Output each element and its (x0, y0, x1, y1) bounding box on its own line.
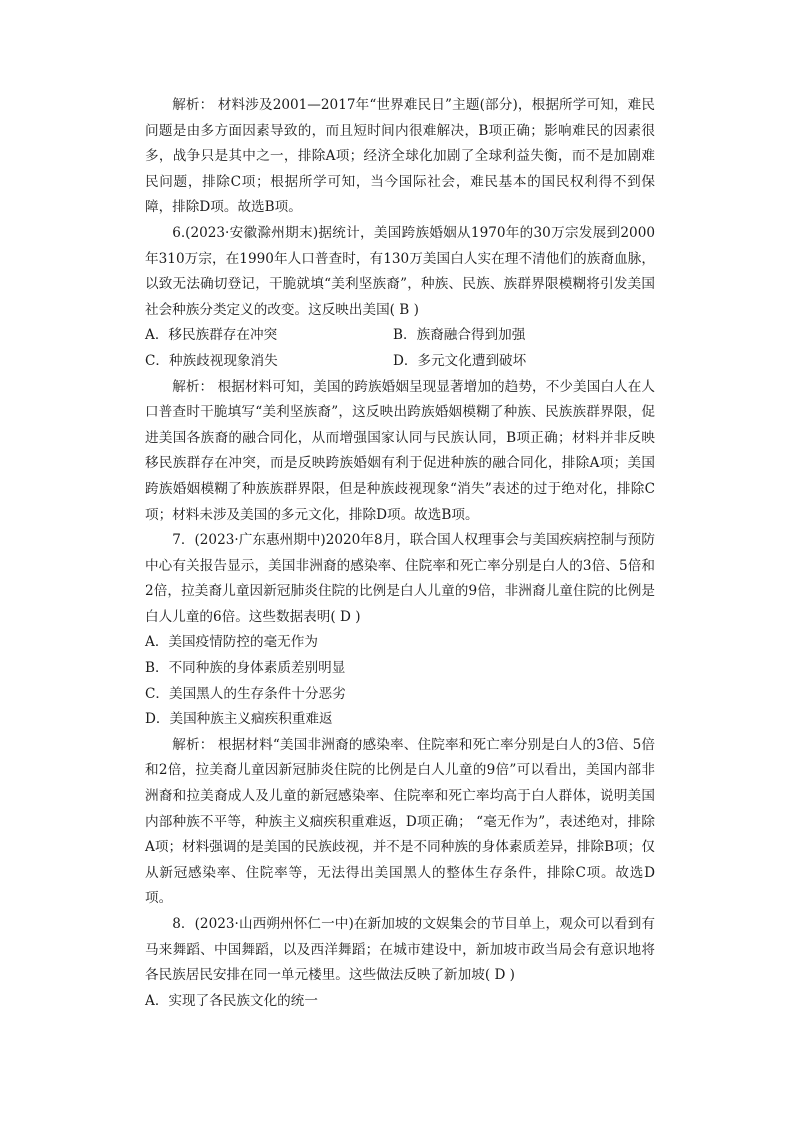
q7-option-c: C．美国黑人的生存条件十分恶劣 (145, 685, 346, 702)
q6-stem: 6.(2023·安徽滁州期末)据统计，美国跨族婚姻从1970年的30万宗发展到2000年310万宗，在1990年人口普查时，有130万美国白人实在理不清他们的族裔血脉，以致无法确切登记，干脆就填“美利坚族裔”，种族、民族、族群界限模糊将引发美国社会种族分类定义的改变。这反映出美国( B ) (145, 224, 655, 318)
q5-analysis: 解析： 材料涉及2001—2017年“世界难民日”主题(部分)，根据所学可知，难民问题是由多方面因素导致的，而且短时间内很难解决，B项正确；影响难民的因素很多，战争只是其中之一，排除A项；经济全球化加剧了全球利益失衡，而不是加剧难民问题，排除C项；根据所学可知，当今国际社会，难民基本的国民权利得不到保障，排除D项。故选B项。 (145, 97, 655, 216)
q6-option-b: B．族裔融合得到加强 (393, 327, 526, 344)
document-page (145, 93, 655, 1014)
q7-option-a: A．美国疫情防控的毫无作为 (145, 634, 318, 651)
q6-option-d: D．多元文化遭到破坏 (393, 352, 527, 369)
q7-option-b: B．不同种族的身体素质差别明显 (145, 660, 346, 677)
q6-option-a: A．移民族群存在冲突 (145, 327, 278, 344)
q6-options-row-1 (145, 323, 655, 349)
q7-analysis: 解析： 根据材料“美国非洲裔的感染率、住院率和死亡率分别是白人的3倍、5倍和2倍，拉美裔儿童因新冠肺炎住院的比例是白人儿童的9倍”可以看出，美国内部非洲裔和拉美裔成人及儿童的新冠感染率、住院率和死亡率均高于白人群体，说明美国内部种族不平等，种族主义痼疾积重难返，D项正确； “毫无作为”，表述绝对，排除A项；材料强调的是美国的民族歧视，并不是不同种族的身体素质差异，排除B项；仅从新冠感染率、住院率等，无法得出美国黑人的整体生存条件，排除C项。故选D项。 (145, 736, 655, 907)
q8-option-a: A．实现了各民族文化的统一 (145, 992, 318, 1009)
q7-stem: 7．(2023·广东惠州期中)2020年8月，联合国人权理事会与美国疾病控制与预防中心有关报告显示，美国非洲裔的感染率、住院率和死亡率分别是白人的3倍、5倍和2倍，拉美裔儿童因新冠肺炎住院的比例是白人儿童的9倍，非洲裔儿童住院的比例是白人儿童的6倍。这些数据表明( D ) (145, 532, 655, 625)
q6-option-c: C．种族歧视现象消失 (145, 352, 278, 369)
q7-option-d: D．美国种族主义痼疾积重难返 (145, 711, 333, 728)
q6-analysis: 解析： 根据材料可知，美国的跨族婚姻呈现显著增加的趋势，不少美国白人在人口普查时干脆填写“美利坚族裔”，这反映出跨族婚姻模糊了种族、民族族群界限，促进美国各族裔的融合同化，从而增强国家认同与民族认同，B项正确；材料并非反映移民族群存在冲突，而是反映跨族婚姻有利于促进种族的融合同化，排除A项；美国跨族婚姻模糊了种族族群界限，但是种族歧视现象“消失”表述的过于绝对化，排除C项；材料未涉及美国的多元文化，排除D项。故选B项。 (145, 378, 655, 523)
q8-stem: 8．(2023·山西朔州怀仁一中)在新加坡的文娱集会的节目单上，观众可以看到有马来舞蹈、中国舞蹈，以及西洋舞蹈；在城市建设中，新加坡市政当局会有意识地将各民族居民安排在同一单元楼里。这些做法反映了新加坡( D ) (145, 916, 655, 984)
q6-options-row-2 (145, 349, 655, 375)
